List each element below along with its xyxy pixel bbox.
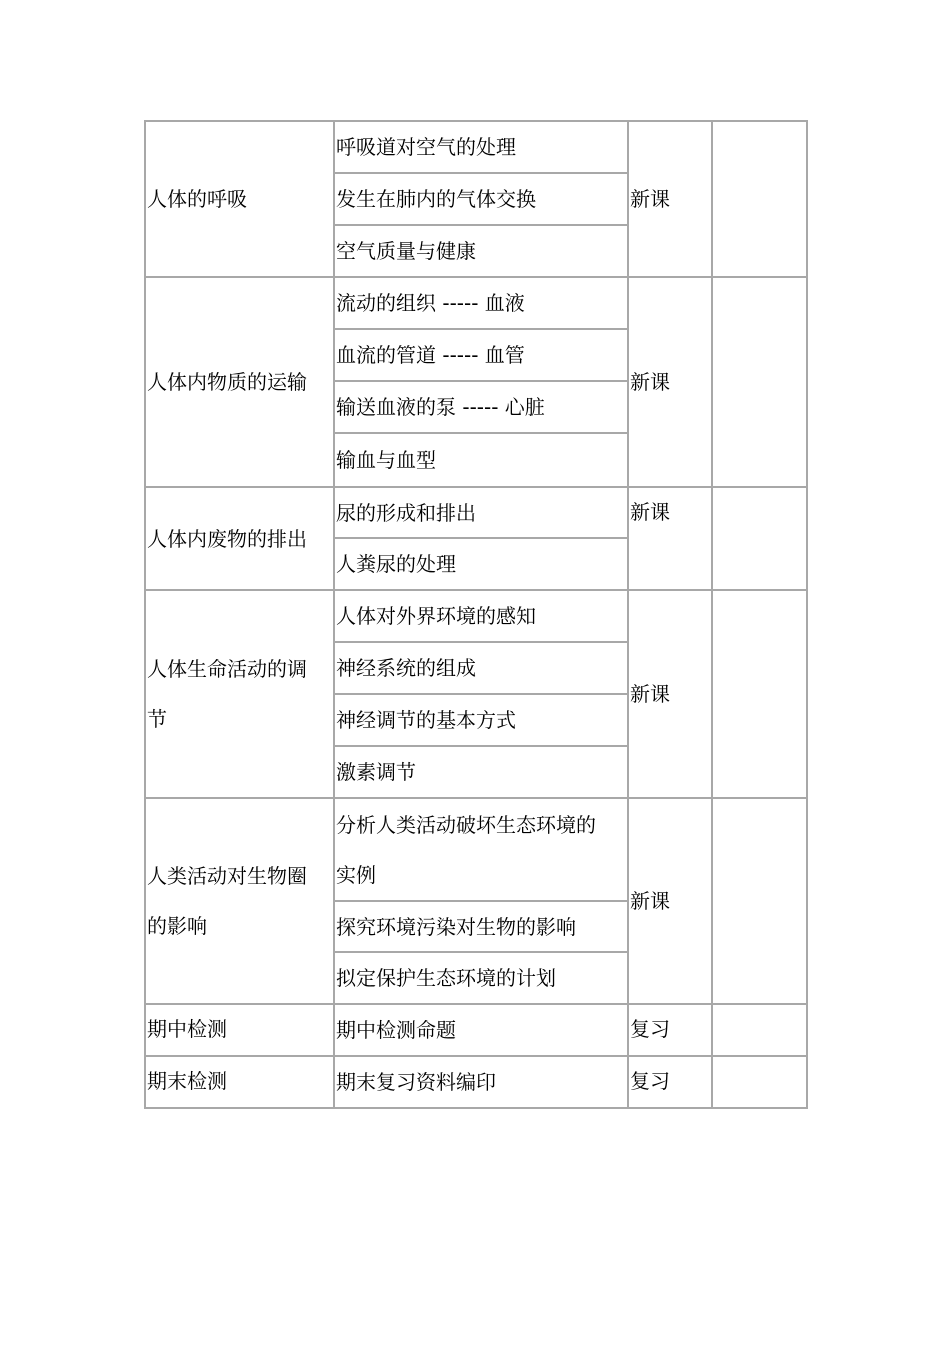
note-cell bbox=[711, 797, 808, 1005]
type-cell bbox=[627, 589, 713, 799]
unit-cell bbox=[144, 120, 335, 278]
lesson-cell bbox=[333, 589, 629, 643]
type-cell-text: 复习 bbox=[630, 1017, 670, 1041]
lesson-cell bbox=[333, 380, 629, 434]
type-cell-text: 新课 bbox=[630, 187, 670, 211]
lesson-cell-text: 输送血液的泵 ----- 心脏 bbox=[336, 395, 545, 419]
type-cell bbox=[627, 1055, 713, 1109]
lesson-cell-text: 发生在肺内的气体交换 bbox=[336, 187, 536, 211]
note-cell bbox=[711, 589, 808, 799]
lesson-cell-text: 期末复习资料编印 bbox=[336, 1070, 496, 1094]
lesson-cell bbox=[333, 328, 629, 382]
lesson-cell-text: 拟定保护生态环境的计划 bbox=[336, 966, 556, 990]
type-cell-text: 新课 bbox=[630, 889, 670, 913]
lesson-cell bbox=[333, 120, 629, 174]
lesson-cell-text: 分析人类活动破坏生态环境的实例 bbox=[336, 812, 596, 887]
lesson-cell-text: 血流的管道 ----- 血管 bbox=[336, 343, 525, 367]
type-cell-text: 新课 bbox=[630, 500, 670, 524]
unit-cell bbox=[144, 1003, 335, 1057]
lesson-cell-text: 尿的形成和排出 bbox=[336, 500, 476, 525]
lesson-cell bbox=[333, 537, 629, 591]
note-cell bbox=[711, 1003, 808, 1057]
unit-cell bbox=[144, 1055, 335, 1109]
lesson-cell-text: 激素调节 bbox=[336, 760, 416, 784]
unit-cell-text: 人体生命活动的调节 bbox=[147, 657, 307, 731]
type-cell bbox=[627, 120, 713, 278]
unit-cell-text: 期末检测 bbox=[147, 1069, 227, 1093]
note-cell bbox=[711, 486, 808, 591]
unit-cell-text: 人类活动对生物圈的影响 bbox=[147, 864, 307, 938]
lesson-cell-text: 神经系统的组成 bbox=[336, 656, 476, 680]
type-cell bbox=[627, 486, 713, 591]
type-cell bbox=[627, 276, 713, 488]
lesson-cell bbox=[333, 1055, 629, 1109]
lesson-cell bbox=[333, 486, 629, 539]
type-cell-text: 新课 bbox=[630, 370, 670, 394]
lesson-cell bbox=[333, 900, 629, 953]
lesson-cell-text: 期中检测命题 bbox=[336, 1018, 456, 1042]
type-cell-text: 新课 bbox=[630, 682, 670, 706]
lesson-cell bbox=[333, 745, 629, 799]
lesson-cell bbox=[333, 951, 629, 1005]
unit-cell bbox=[144, 589, 335, 799]
lesson-cell-text: 空气质量与健康 bbox=[336, 239, 476, 263]
note-cell bbox=[711, 120, 808, 278]
lesson-cell-text: 输血与血型 bbox=[336, 448, 436, 472]
lesson-cell bbox=[333, 276, 629, 330]
lesson-cell-text: 探究环境污染对生物的影响 bbox=[336, 914, 576, 939]
lesson-cell-text: 呼吸道对空气的处理 bbox=[336, 135, 516, 159]
lesson-cell bbox=[333, 641, 629, 695]
note-cell bbox=[711, 1055, 808, 1109]
lesson-cell bbox=[333, 224, 629, 278]
type-cell bbox=[627, 797, 713, 1005]
unit-cell-text: 期中检测 bbox=[147, 1017, 227, 1041]
lesson-cell bbox=[333, 797, 629, 902]
unit-cell-text: 人体内废物的排出 bbox=[147, 526, 307, 551]
lesson-cell bbox=[333, 1003, 629, 1057]
lesson-cell bbox=[333, 432, 629, 488]
lesson-cell-text: 人体对外界环境的感知 bbox=[336, 604, 536, 628]
unit-cell-text: 人体内物质的运输 bbox=[147, 370, 307, 394]
type-cell bbox=[627, 1003, 713, 1057]
unit-cell bbox=[144, 486, 335, 591]
note-cell bbox=[711, 276, 808, 488]
lesson-cell-text: 流动的组织 ----- 血液 bbox=[336, 291, 525, 315]
unit-cell bbox=[144, 276, 335, 488]
lesson-cell bbox=[333, 693, 629, 747]
lesson-cell-text: 人粪尿的处理 bbox=[336, 552, 456, 576]
lesson-cell-text: 神经调节的基本方式 bbox=[336, 708, 516, 732]
lesson-cell bbox=[333, 172, 629, 226]
type-cell-text: 复习 bbox=[630, 1069, 670, 1093]
unit-cell bbox=[144, 797, 335, 1005]
unit-cell-text: 人体的呼吸 bbox=[147, 187, 247, 211]
